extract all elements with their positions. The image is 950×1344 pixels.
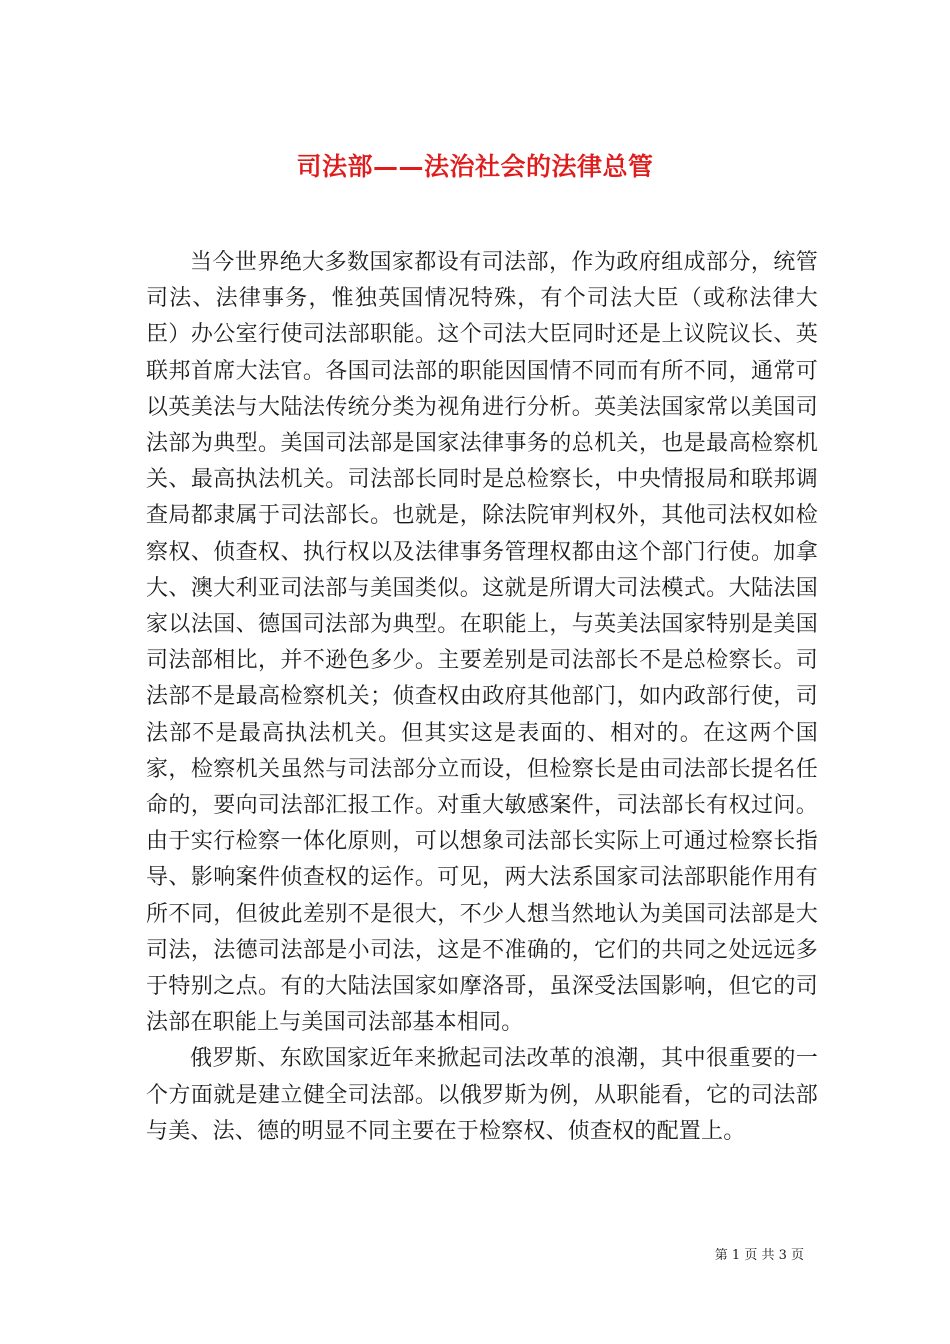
document-body	[146, 245, 818, 1150]
body-paragraph-1: 当今世界绝大多数国家都设有司法部，作为政府组成部分，统管司法、法律事务，惟独英国情况特殊，有个司法大臣（或称法律大臣）办公室行使司法部职能。这个司法大臣同时还是上议院议长、英联邦首席大法官。各国司法部的职能因国情不同而有所不同，通常可以英美法与大陆法传统分类为视角进行分析。英美法国家常以美国司法部为典型。美国司法部是国家法律事务的总机关，也是最高检察机关、最高执法机关。司法部长同时是总检察长，中央情报局和联邦调查局都隶属于司法部长。也就是，除法院审判权外，其他司法权如检察权、侦查权、执行权以及法律事务管理权都由这个部门行使。加拿大、澳大利亚司法部与美国类似。这就是所谓大司法模式。大陆法国家以法国、德国司法部为典型。在职能上，与英美法国家特别是美国司法部相比，并不逊色多少。主要差别是司法部长不是总检察长。司法部不是最高检察机关；侦查权由政府其他部门，如内政部行使，司法部不是最高执法机关。但其实这是表面的、相对的。在这两个国家，检察机关虽然与司法部分立而设，但检察长是由司法部长提名任命的，要向司法部汇报工作。对重大敏感案件，司法部长有权过问。由于实行检察一体化原则，可以想象司法部长实际上可通过检察长指导、影响案件侦查权的运作。可见，两大法系国家司法部职能作用有所不同，但彼此差别不是很大，不少人想当然地认为美国司法部是大司法，法德司法部是小司法，这是不准确的，它们的共同之处远远多于特别之点。有的大陆法国家如摩洛哥，虽深受法国影响，但它的司法部在职能上与美国司法部基本相同。	[146, 250, 818, 1036]
body-paragraph-2: 俄罗斯、东欧国家近年来掀起司法改革的浪潮，其中很重要的一个方面就是建立健全司法部。以俄罗斯为例，从职能看，它的司法部与美、法、德的明显不同主要在于检察权、侦查权的配置上。	[146, 1046, 818, 1144]
page-number-footer: 第 1 页 共 3 页	[714, 1248, 804, 1263]
document-title: 司法部——法治社会的法律总管	[296, 151, 654, 181]
